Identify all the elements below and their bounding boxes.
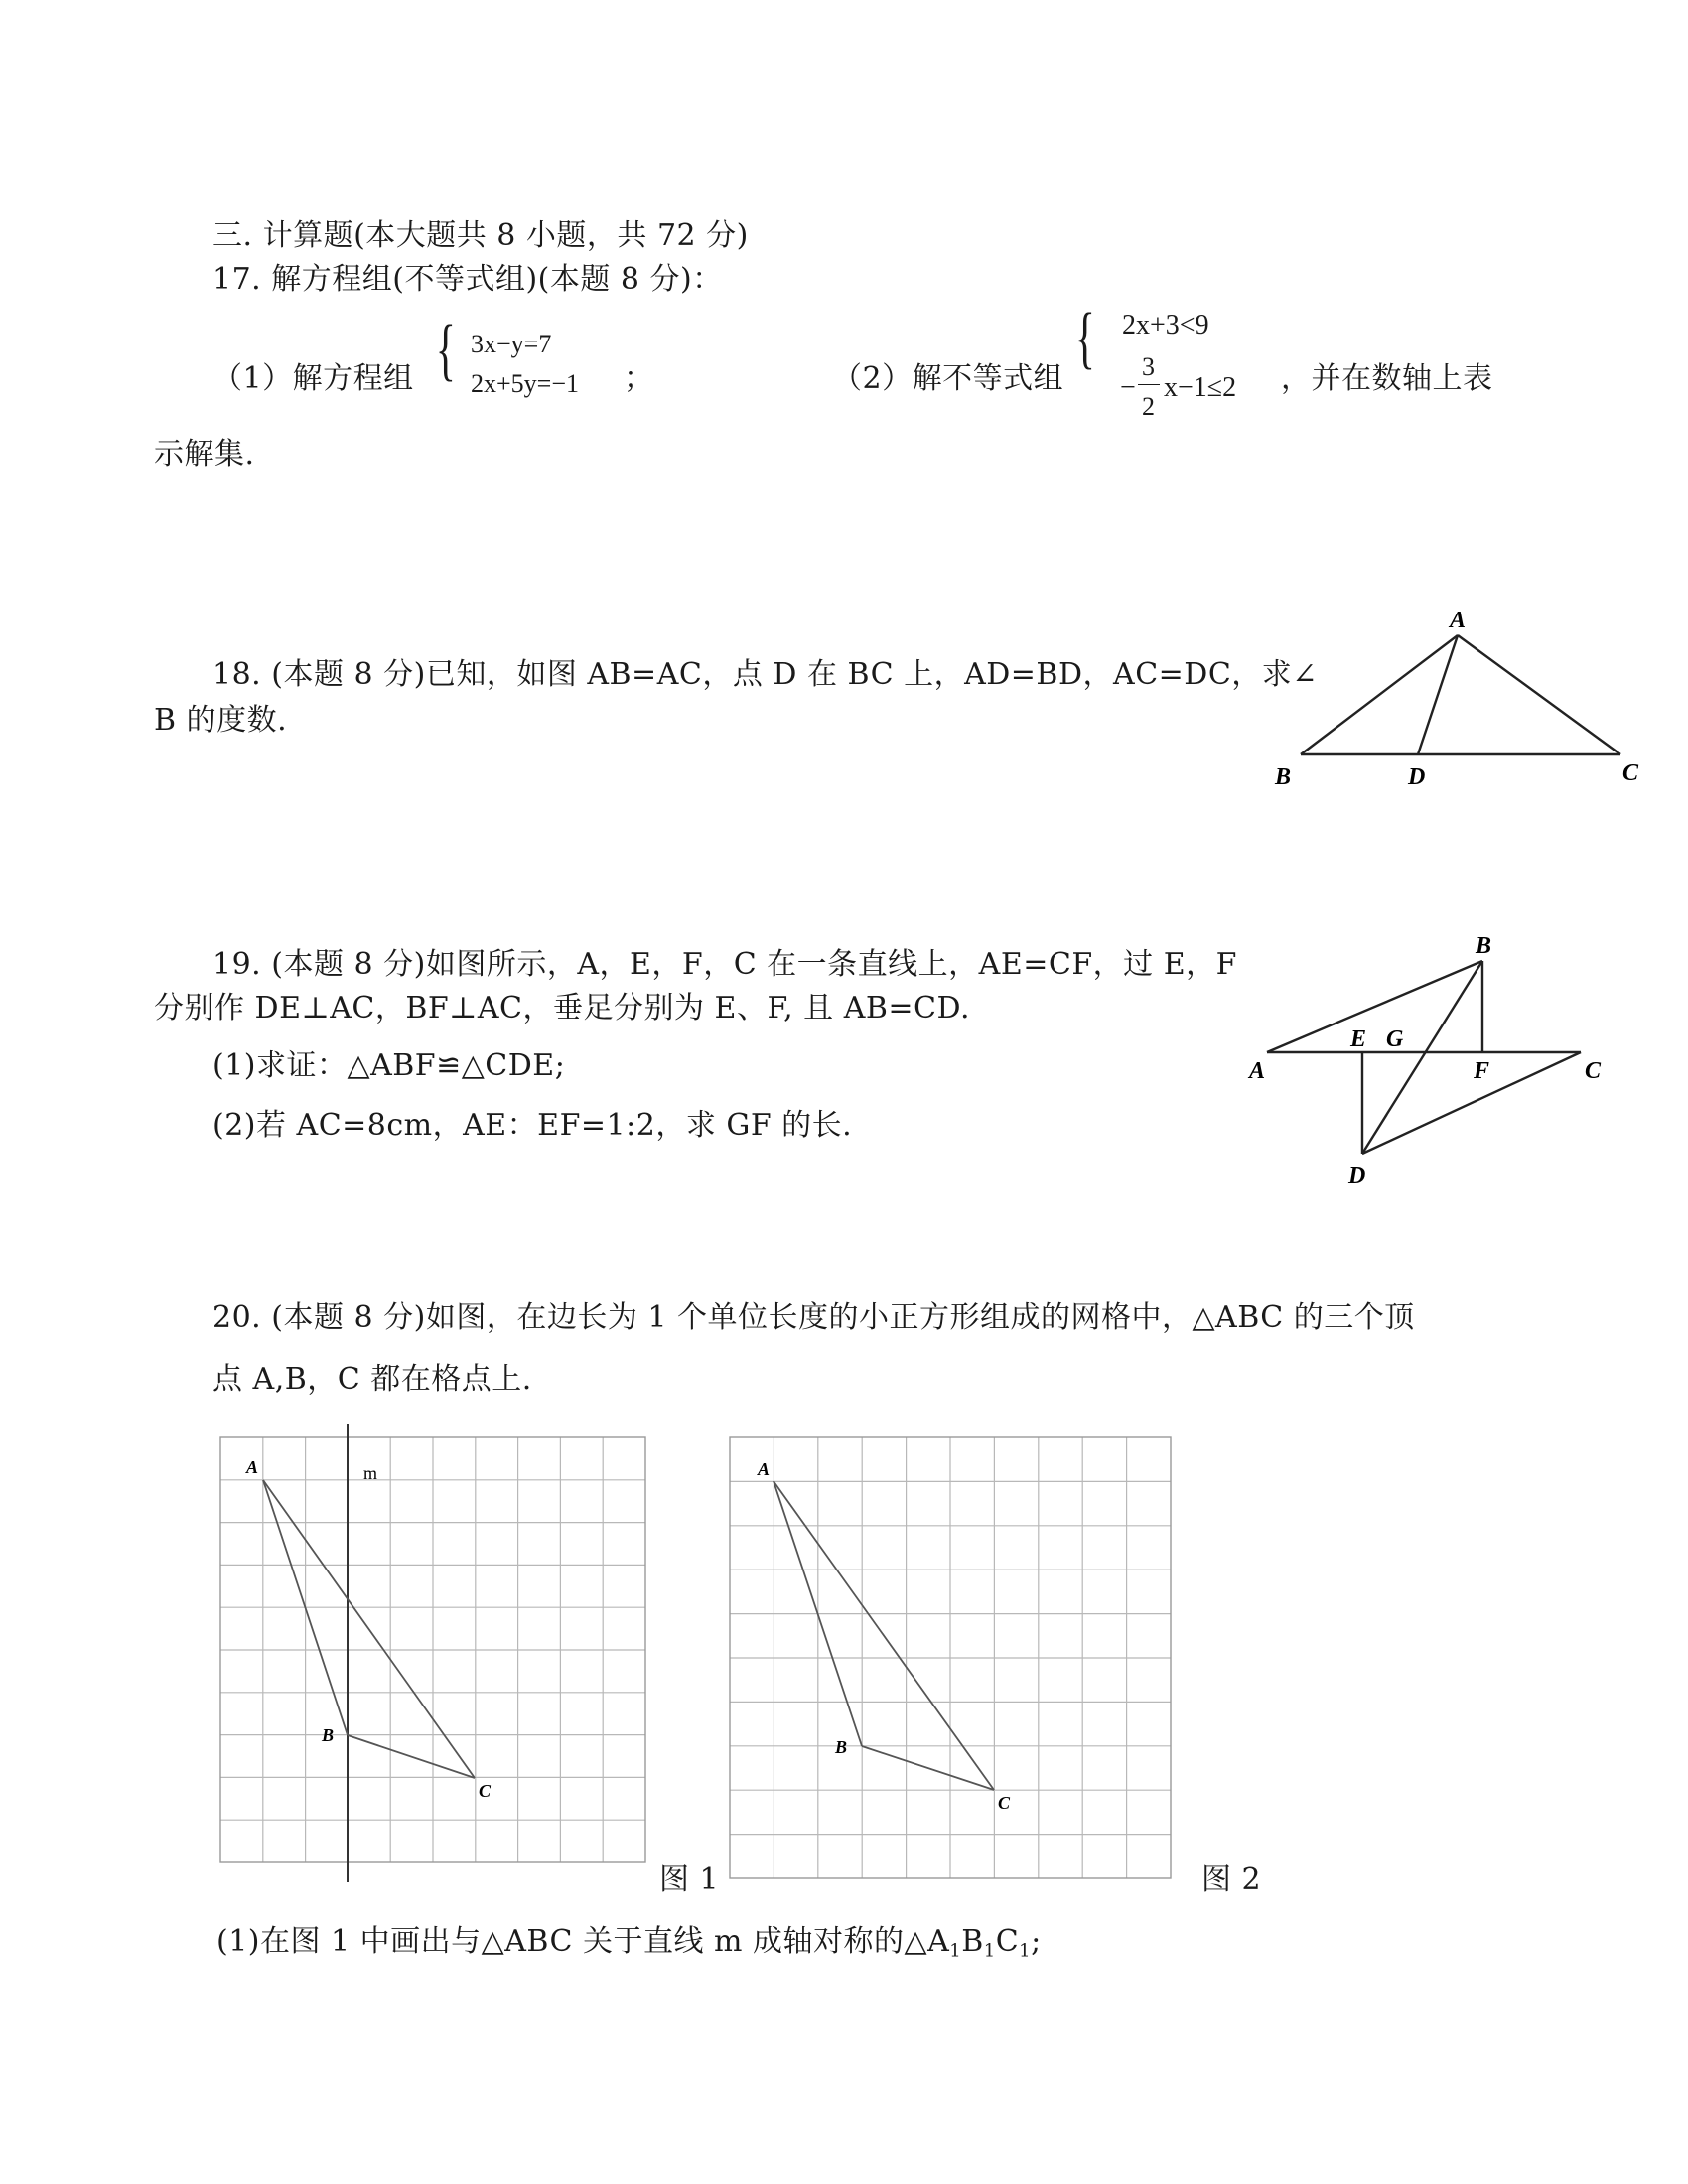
q18-label-b: B xyxy=(1275,764,1292,790)
q19-label-d: D xyxy=(1348,1163,1366,1189)
q20-line-m-label: m xyxy=(363,1463,378,1483)
q19-sub1: (1)求证：△ABF≌△CDE; xyxy=(212,1048,566,1083)
q20-figure1-grid xyxy=(220,1437,647,1879)
q20-fig1-segment-ac xyxy=(263,1480,475,1778)
q19-label-e: E xyxy=(1350,1026,1367,1052)
q20-fig1-segment-bc xyxy=(348,1735,475,1778)
q20-sub1-c: C xyxy=(995,1924,1020,1959)
q20-sub1-prefix: (1)在图 1 中画出与△ABC 关于直线 m 成轴对称的△A xyxy=(216,1924,950,1959)
q20-sub1-index-b: 1 xyxy=(983,1940,996,1962)
q17-part2-frac-num: 3 xyxy=(1142,352,1155,381)
q17-part2-eq1: 2x+3<9 xyxy=(1122,310,1209,341)
q19-line1: 19. (本题 8 分)如图所示，A，E，F，C 在一条直线上，AE=CF，过 E，F xyxy=(212,947,1237,982)
q20-fig2-label-a: A xyxy=(758,1459,771,1479)
q20-fig1-label-b: B xyxy=(322,1725,335,1745)
q17-part2-frac-bar xyxy=(1138,384,1160,385)
q17-part2-frac-den: 2 xyxy=(1142,392,1155,421)
q20-fig1-caption: 图 1 xyxy=(659,1862,720,1897)
q20-sub1-end: ; xyxy=(1031,1924,1042,1959)
q18-line2: B 的度数. xyxy=(154,703,288,738)
q19-label-a: A xyxy=(1249,1058,1266,1084)
section-title: 三. 计算题(本大题共 8 小题，共 72 分) xyxy=(212,218,749,253)
q18-label-c: C xyxy=(1622,760,1639,786)
q18-segment-ac xyxy=(1458,635,1620,754)
q20-fig1-label-c: C xyxy=(479,1781,492,1801)
q19-label-g: G xyxy=(1386,1026,1404,1052)
q20-fig2-label-c: C xyxy=(998,1793,1011,1813)
q20-figure2-grid xyxy=(730,1437,1177,1879)
q20-line2: 点 A,B，C 都在格点上. xyxy=(212,1362,532,1397)
q20-fig2-label-b: B xyxy=(835,1737,848,1757)
q17-part2-minus: − xyxy=(1120,372,1136,403)
q20-sub1 xyxy=(216,1922,1042,1971)
q19-segment-ab xyxy=(1267,961,1482,1052)
q18-figure xyxy=(1261,606,1658,794)
q18-segment-ab xyxy=(1301,635,1458,754)
q20-fig2-caption: 图 2 xyxy=(1201,1862,1262,1897)
q20-fig2-segment-ac xyxy=(774,1481,994,1790)
q17-part1-eq2: 2x+5y=−1 xyxy=(471,369,579,398)
q18-label-a: A xyxy=(1450,608,1467,633)
q17-part2-label: （2）解不等式组 xyxy=(832,361,1064,396)
q17-part1-label: （1）解方程组 xyxy=(212,361,414,396)
q17-title: 17. 解方程组(不等式组)(本题 8 分)： xyxy=(212,262,723,297)
q19-label-c: C xyxy=(1585,1058,1602,1084)
q20-sub1-index-a: 1 xyxy=(949,1940,962,1962)
q20-sub1-b: B xyxy=(961,1924,984,1959)
q18-label-d: D xyxy=(1408,764,1426,790)
q17-continuation: 示解集. xyxy=(154,437,255,472)
q20-fig1-label-a: A xyxy=(246,1457,259,1477)
q17-part2-brace: { xyxy=(1074,300,1095,376)
q18-segment-ad xyxy=(1418,635,1458,754)
q17-part1-brace: { xyxy=(435,312,456,388)
q20-line1: 20. (本题 8 分)如图，在边长为 1 个单位长度的小正方形组成的网格中，△ABC 的三个顶 xyxy=(212,1300,1415,1335)
q19-sub2: (2)若 AC=8cm，AE：EF=1:2，求 GF 的长. xyxy=(212,1108,853,1143)
q17-part2-end: ，并在数轴上表 xyxy=(1281,361,1493,396)
q17-part1-end: ； xyxy=(624,361,654,396)
q20-sub1-index-c: 1 xyxy=(1019,1940,1032,1962)
q19-label-b: B xyxy=(1476,933,1492,959)
q19-figure xyxy=(1241,923,1618,1191)
q19-line2: 分别作 DE⊥AC，BF⊥AC，垂足分别为 E、F, 且 AB=CD. xyxy=(154,991,971,1025)
q17-part1-eq1: 3x−y=7 xyxy=(471,330,552,358)
q18-line1: 18. (本题 8 分)已知，如图 AB=AC，点 D 在 BC 上，AD=BD，AC=DC，求∠ xyxy=(212,657,1318,692)
q20-fig2-segment-bc xyxy=(862,1746,994,1790)
q17-part2-eq2: x−1≤2 xyxy=(1164,372,1237,403)
q19-label-f: F xyxy=(1474,1058,1490,1084)
